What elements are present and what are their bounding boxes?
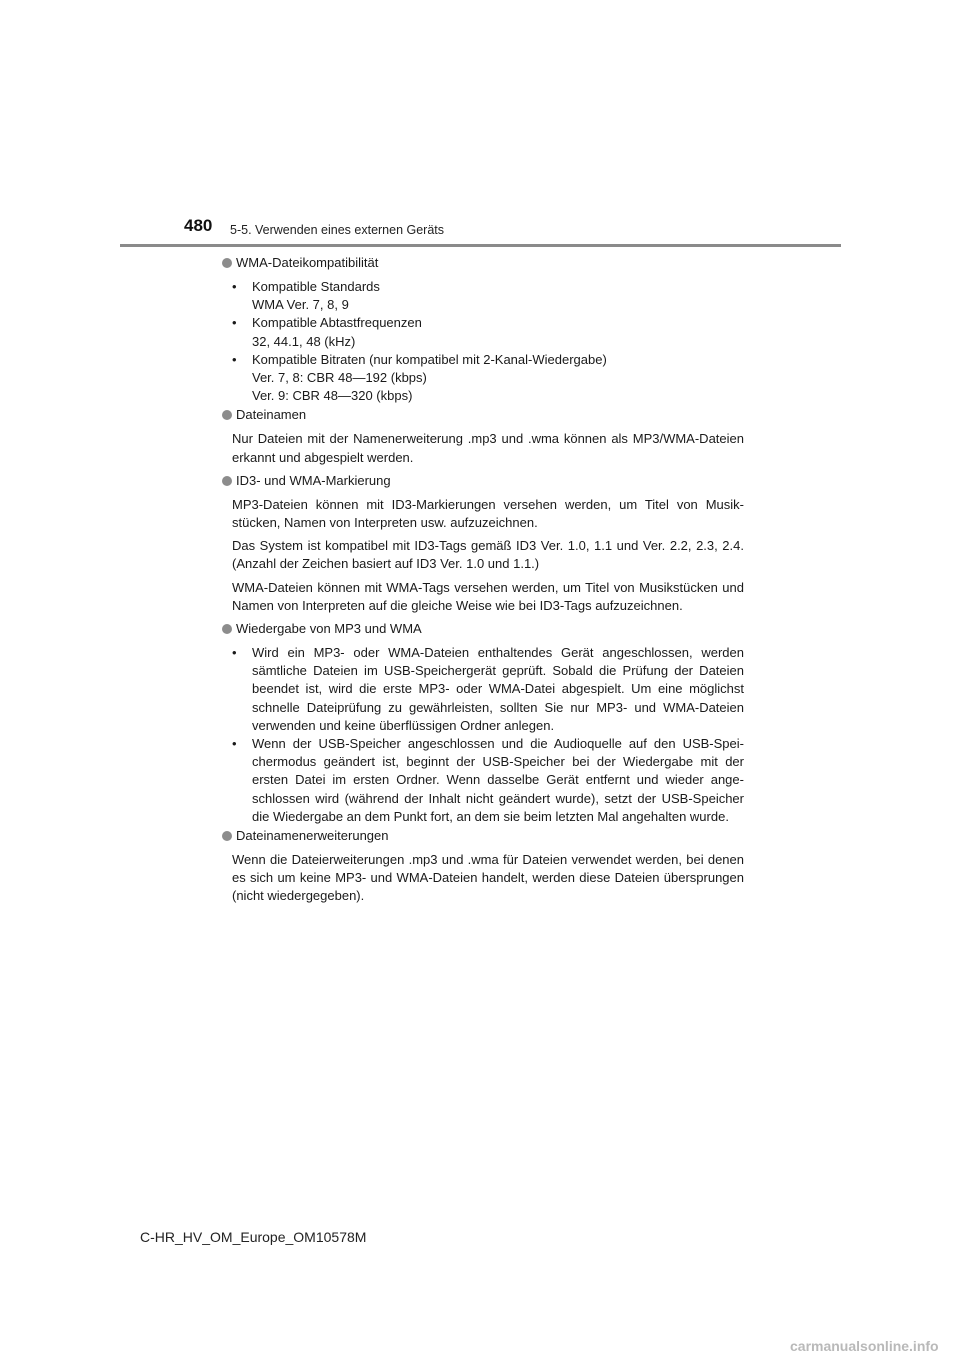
section-id3-tags bbox=[222, 472, 744, 615]
paragraph: WMA-Dateien können mit WMA-Tags versehen werden, um Titel von Musikstücken und Namen von Interpreten auf die gleiche Weise wie bei ID3-Tags aufzuzeichnen. bbox=[232, 579, 744, 613]
wma-spec-list bbox=[232, 278, 744, 405]
bullet-dot-icon bbox=[222, 258, 232, 268]
list-bullet: • bbox=[232, 351, 237, 367]
section-filenames bbox=[222, 406, 744, 466]
section-file-extensions bbox=[222, 827, 744, 906]
playback-notes-list bbox=[232, 644, 744, 826]
running-header: 5-5. Verwenden eines externen Geräts bbox=[230, 223, 445, 237]
paragraph: Das System ist kompatibel mit ID3-Tags gemäß ID3 Ver. 1.0, 1.1 und Ver. 2.2, 2.3, 2.4. (Anzahl der Zeichen basiert auf ID3 Ver. 1.0 und 1.1.) bbox=[232, 538, 744, 572]
list-item bbox=[232, 644, 744, 735]
section-title bbox=[222, 472, 744, 490]
list-item-label: Kompatible Abtastfrequenzen bbox=[252, 315, 422, 331]
header-divider bbox=[120, 244, 841, 247]
section-title bbox=[222, 827, 744, 845]
list-item bbox=[232, 314, 744, 350]
section-title-text: Dateinamenerweiterungen bbox=[236, 828, 389, 844]
section-title-text: ID3- und WMA-Markierung bbox=[236, 472, 391, 488]
page-content bbox=[222, 254, 744, 911]
list-bullet: • bbox=[232, 736, 237, 752]
list-item bbox=[232, 735, 744, 826]
section-title-text: Dateinamen bbox=[236, 407, 307, 423]
paragraph: MP3-Dateien können mit ID3-Markierungen versehen werden, um Titel von Musikstücken, Namen von Interpreten usw. aufzuzeichnen. bbox=[232, 496, 744, 531]
section-playback bbox=[222, 620, 744, 826]
page-number: 480 bbox=[184, 216, 213, 235]
list-item-detail: Ver. 9: CBR 48—320 (kbps) bbox=[252, 388, 413, 404]
section-title bbox=[222, 620, 744, 638]
paragraph: Nur Dateien mit der Namenerweiterung .mp3 und .wma können als MP3/WMA-Dateien erkannt und abgespielt werden. bbox=[232, 431, 744, 465]
list-item-detail: WMA Ver. 7, 8, 9 bbox=[252, 297, 349, 313]
list-item bbox=[232, 351, 744, 406]
list-item-label: Kompatible Standards bbox=[252, 279, 380, 294]
list-item bbox=[232, 278, 744, 314]
list-item-detail: Ver. 7, 8: CBR 48—192 (kbps) bbox=[252, 370, 427, 386]
section-title-text: Wiedergabe von MP3 und WMA bbox=[236, 621, 422, 637]
list-bullet: • bbox=[232, 279, 237, 294]
watermark: carmanualsonline.info bbox=[790, 1338, 939, 1354]
bullet-dot-icon bbox=[222, 831, 232, 841]
list-item-label: Kompatible Bitraten (nur kompatibel mit 2-Kanal-Wiedergabe) bbox=[252, 351, 607, 367]
section-title bbox=[222, 254, 744, 272]
section-title bbox=[222, 406, 744, 424]
list-item-text: Wenn der USB-Speicher angeschlossen und die Audioquelle auf den USB-Speichermodus geändert ist, beginnt der USB-Speicher bei der Wiedergabe mit der ersten Datei im ersten Ordner. Wenn dasselbe Gerät entfernt und wieder angeschlossen wird (während der Inhalt nicht geändert wurde), setzt der USB-Speicher die Wiedergabe an dem Punkt fort, an dem sie beim letzten Mal angehalten wurde. bbox=[252, 736, 744, 824]
list-bullet: • bbox=[232, 645, 237, 661]
list-item-detail: 32, 44.1, 48 (kHz) bbox=[252, 333, 356, 349]
list-bullet: • bbox=[232, 315, 237, 331]
bullet-dot-icon bbox=[222, 624, 232, 634]
document-code: C-HR_HV_OM_Europe_OM10578M bbox=[140, 1229, 367, 1245]
bullet-dot-icon bbox=[222, 476, 232, 486]
list-item-text: Wird ein MP3- oder WMA-Dateien enthaltendes Gerät angeschlossen, werden sämtliche Dateien im USB-Speichergerät geprüft. Sobald die Prüfung der Dateien beendet ist, wird die erste MP3- oder WMA-Datei abgespielt. Um eine möglichst schnelle Dateiprüfung zu gewährleisten, sollten Sie nur MP3- und WMA-Dateien verwenden und keine überflüssigen Ordner anlegen. bbox=[252, 645, 744, 733]
section-wma-compatibility bbox=[222, 254, 744, 405]
paragraph: Wenn die Dateierweiterungen .mp3 und .wma für Dateien verwendet werden, bei denen es sich um keine MP3- und WMA-Dateien handelt, werden diese Dateien übersprungen (nicht wiedergegeben). bbox=[232, 852, 744, 904]
bullet-dot-icon bbox=[222, 410, 232, 420]
section-title-text: WMA-Dateikompatibilität bbox=[236, 255, 379, 270]
